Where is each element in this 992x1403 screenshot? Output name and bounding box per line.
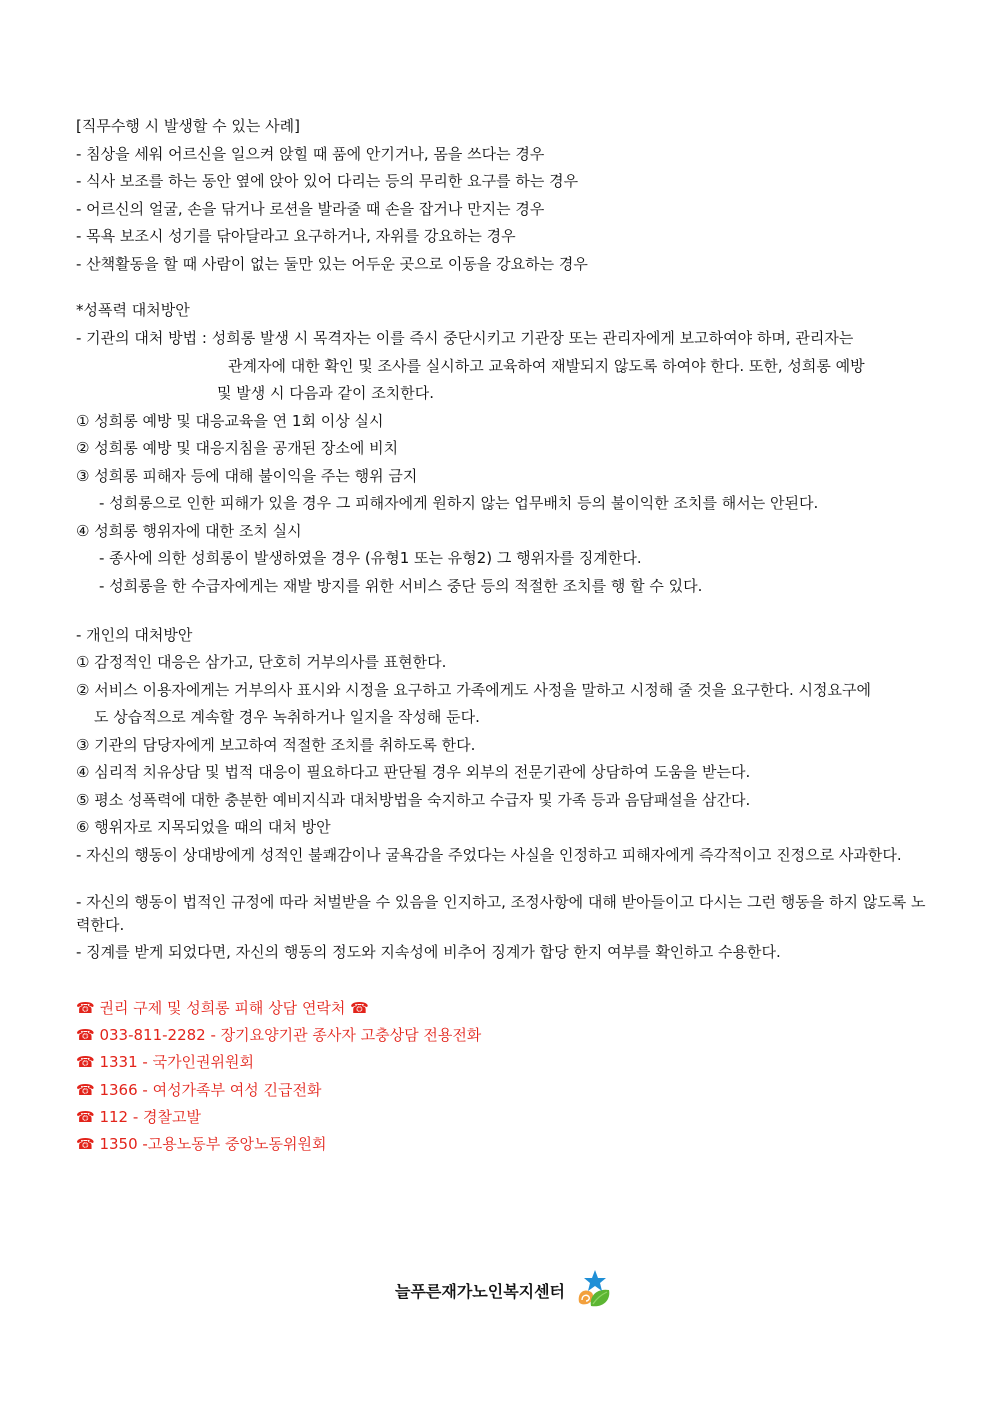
case-item: - 목욕 보조시 성기를 닦아달라고 요구하거나, 자위를 강요하는 경우 — [76, 227, 516, 245]
personal-item: ⑥ 행위자로 지목되었을 때의 대처 방안 — [76, 818, 331, 836]
personal-item: ④ 심리적 치유상담 및 법적 대응이 필요하다고 판단될 경우 외부의 전문기관에 상담하여 도움을 받는다. — [76, 763, 751, 781]
response-item: ① 성희롱 예방 및 대응교육을 연 1회 이상 실시 — [76, 412, 384, 430]
institution-response-line: - 기관의 대처 방법 : 성희롱 발생 시 목격자는 이를 즉시 중단시키고 기관장 또는 관리자에게 보고하여야 하며, 관리자는 — [76, 329, 854, 347]
contact-item: ☎ 1366 - 여성가족부 여성 긴급전화 — [76, 1081, 322, 1099]
contact-item: ☎ 1350 -고용노동부 중앙노동위원회 — [76, 1135, 327, 1153]
case-item: - 식사 보조를 하는 동안 옆에 앉아 있어 다리는 등의 무리한 요구를 하는 경우 — [76, 172, 579, 190]
contact-item: ☎ 1331 - 국가인권위원회 — [76, 1053, 255, 1071]
response-item: ② 성희롱 예방 및 대응지침을 공개된 장소에 비치 — [76, 439, 399, 457]
section-title-response: *성폭력 대처방안 — [76, 301, 190, 319]
case-item: - 어르신의 얼굴, 손을 닦거나 로션을 발라줄 때 손을 잡거나 만지는 경우 — [76, 200, 545, 218]
personal-item: ① 감정적인 대응은 삼가고, 단호히 거부의사를 표현한다. — [76, 653, 447, 671]
accused-guidance: - 자신의 행동이 법적인 규정에 따라 처벌받을 수 있음을 인지하고, 조정사항에 대해 받아들이고 다시는 그런 행동을 하지 않도록 노력한다. — [76, 893, 926, 934]
section-title-cases: [직무수행 시 발생할 수 있는 사례] — [76, 117, 300, 135]
response-item: ④ 성희롱 행위자에 대한 조치 실시 — [76, 522, 302, 540]
case-item: - 침상을 세워 어르신을 일으켜 앉힐 때 품에 안기거나, 몸을 쓰다는 경우 — [76, 145, 545, 163]
accused-guidance: - 자신의 행동이 상대방에게 성적인 불쾌감이나 굴욕감을 주었다는 사실을 인정하고 피해자에게 즉각적이고 진정으로 사과한다. — [76, 846, 902, 864]
institution-response-line: 관계자에 대한 확인 및 조사를 실시하고 교육하여 재발되지 않도록 하여야 한다. 또한, 성희롱 예방 — [228, 357, 865, 375]
star-leaf-logo-icon — [571, 1268, 615, 1312]
response-item: ③ 성희롱 피해자 등에 대해 불이익을 주는 행위 금지 — [76, 467, 418, 485]
response-subitem: - 성희롱으로 인한 피해가 있을 경우 그 피해자에게 원하지 않는 업무배치 등의 불이익한 조치를 해서는 안된다. — [99, 494, 819, 512]
institution-response-line: 및 발생 시 다음과 같이 조치한다. — [217, 384, 434, 402]
response-subitem: - 종사에 의한 성희롱이 발생하였을 경우 (유형1 또는 유형2) 그 행위자를 징계한다. — [99, 549, 642, 567]
personal-item-continued: 도 상습적으로 계속할 경우 녹취하거나 일지을 작성해 둔다. — [94, 708, 480, 726]
accused-guidance: - 징계를 받게 되었다면, 자신의 행동의 정도와 지속성에 비추어 징계가 합당 한지 여부를 확인하고 수용한다. — [76, 943, 781, 961]
response-subitem: - 성희롱을 한 수급자에게는 재발 방지를 위한 서비스 중단 등의 적절한 조치를 행 할 수 있다. — [99, 577, 703, 595]
case-item: - 산책활동을 할 때 사람이 없는 둘만 있는 어두운 곳으로 이동을 강요하는 경우 — [76, 255, 588, 273]
personal-item: ⑤ 평소 성폭력에 대한 충분한 예비지식과 대처방법을 숙지하고 수급자 및 가족 등과 음담패설을 삼간다. — [76, 791, 751, 809]
organization-name: 늘푸른재가노인복지센터 — [395, 1281, 566, 1301]
contact-item: ☎ 112 - 경찰고발 — [76, 1108, 201, 1126]
personal-item: ③ 기관의 담당자에게 보고하여 적절한 조치를 취하도록 한다. — [76, 736, 476, 754]
contact-item: ☎ 033-811-2282 - 장기요양기관 종사자 고충상담 전용전화 — [76, 1026, 482, 1044]
footer — [395, 1268, 615, 1312]
contacts-header: ☎ 권리 구제 및 성희롱 피해 상담 연락처 ☎ — [76, 999, 369, 1017]
personal-item: ② 서비스 이용자에게는 거부의사 표시와 시정을 요구하고 가족에게도 사정을 말하고 시정해 줄 것을 요구한다. 시정요구에 — [76, 681, 871, 699]
section-title-personal: - 개인의 대처방안 — [76, 626, 193, 644]
